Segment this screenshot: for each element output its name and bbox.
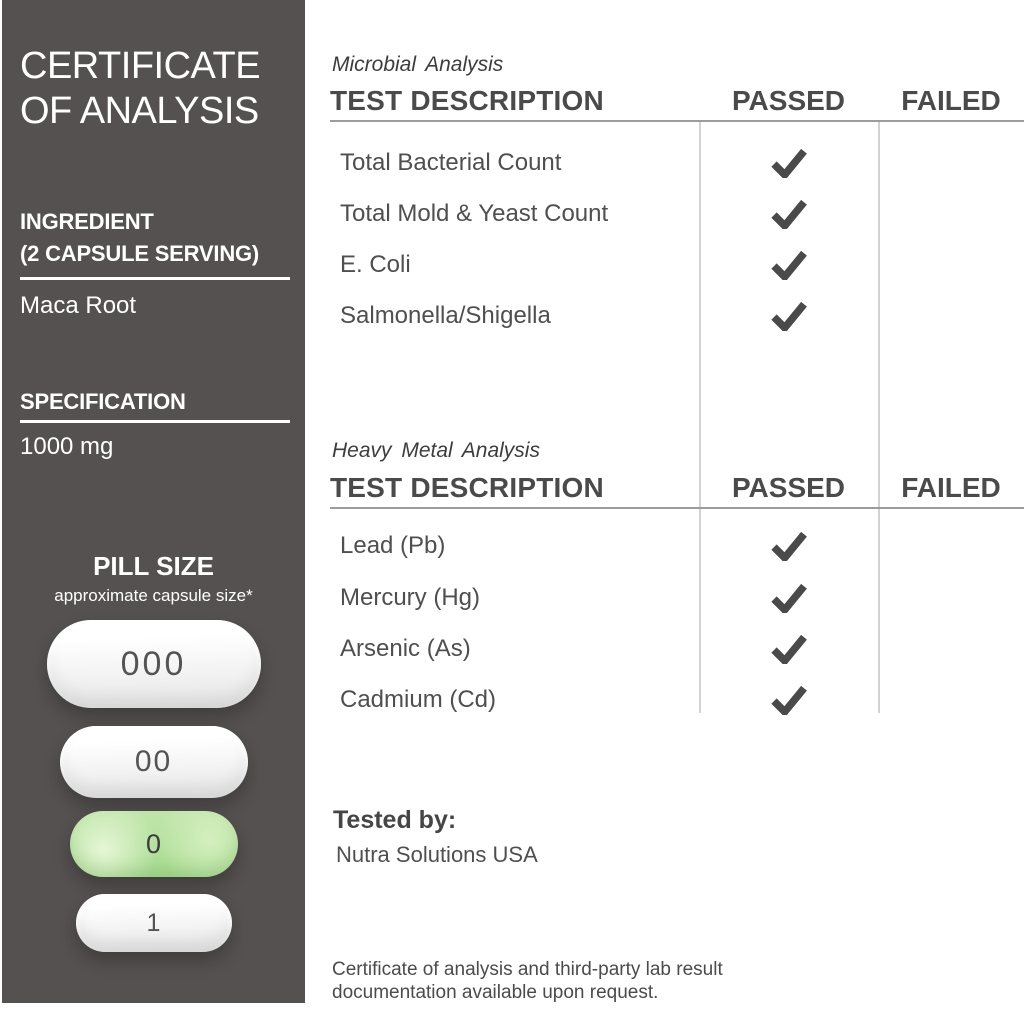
pill-size-00-label: 00 — [134, 745, 173, 778]
column-header-passed: PASSED — [731, 85, 846, 116]
ingredient-label-line1: INGREDIENT — [20, 209, 154, 234]
test-name: Lead (Pb) — [340, 532, 446, 559]
pill-size-1 — [76, 894, 232, 952]
table-row — [330, 137, 1024, 189]
table-row — [330, 188, 1024, 240]
table-header-row — [330, 84, 1024, 118]
check-icon — [770, 301, 808, 331]
table-row — [330, 239, 1024, 291]
ingredient-label — [20, 206, 300, 270]
section-title-microbial: Microbial Analysis — [332, 53, 504, 76]
pill-size-000-label: 000 — [120, 645, 187, 683]
pill-size-1-label: 1 — [146, 908, 161, 937]
table-row — [330, 520, 1024, 572]
passed-cell — [699, 199, 878, 229]
check-icon — [770, 531, 808, 561]
page-title-line1: CERTIFICATE — [20, 45, 261, 87]
pill-size-000 — [47, 620, 261, 708]
check-icon — [770, 148, 808, 178]
check-icon — [770, 685, 808, 715]
table-header-underline — [330, 507, 1024, 509]
table-row — [330, 674, 1024, 726]
table-row — [330, 572, 1024, 624]
table-header-row — [330, 471, 1024, 505]
pill-size-00 — [60, 726, 248, 798]
section-title-heavy-metal: Heavy Metal Analysis — [332, 439, 540, 462]
column-header-test-description: TEST DESCRIPTION — [330, 472, 604, 503]
test-name: Total Mold & Yeast Count — [340, 200, 609, 227]
pill-size-0-label: 0 — [145, 828, 162, 859]
specification-label: SPECIFICATION — [20, 389, 186, 414]
passed-cell — [699, 250, 878, 280]
tested-by-value: Nutra Solutions USA — [336, 842, 538, 867]
passed-cell — [699, 531, 878, 561]
passed-cell — [699, 301, 878, 331]
test-name: Mercury (Hg) — [340, 584, 481, 611]
passed-cell — [699, 583, 878, 613]
column-header-failed: FAILED — [901, 85, 1001, 116]
test-name: Total Bacterial Count — [340, 149, 562, 176]
column-header-test-description: TEST DESCRIPTION — [330, 85, 604, 116]
page-title — [20, 44, 295, 134]
check-icon — [770, 250, 808, 280]
page-title-line2: OF ANALYSIS — [20, 89, 259, 132]
pill-size-title: PILL SIZE — [93, 551, 214, 581]
divider — [20, 420, 290, 423]
sidebar — [2, 0, 305, 1003]
pill-size-subtitle: approximate capsule size* — [54, 586, 253, 605]
passed-cell — [699, 685, 878, 715]
tested-by-label: Tested by: — [333, 806, 457, 834]
pill-size-0 — [70, 811, 238, 877]
check-icon — [770, 634, 808, 664]
ingredient-label-line2: (2 CAPSULE SERVING) — [20, 240, 260, 266]
test-name: Salmonella/Shigella — [340, 302, 551, 329]
divider — [20, 277, 290, 280]
check-icon — [770, 199, 808, 229]
test-name: Cadmium (Cd) — [340, 686, 497, 713]
test-name: Arsenic (As) — [340, 635, 471, 662]
column-header-passed: PASSED — [731, 472, 846, 503]
table-header-underline — [330, 120, 1024, 122]
table-row — [330, 623, 1024, 675]
ingredient-value: Maca Root — [20, 292, 137, 319]
passed-cell — [699, 148, 878, 178]
check-icon — [770, 583, 808, 613]
column-header-failed: FAILED — [901, 472, 1001, 503]
specification-value: 1000 mg — [20, 433, 114, 460]
test-name: E. Coli — [340, 251, 411, 278]
passed-cell — [699, 634, 878, 664]
table-row — [330, 290, 1024, 342]
footer-note: Certificate of analysis and third-party lab result documentation available upon request. — [332, 959, 723, 1004]
